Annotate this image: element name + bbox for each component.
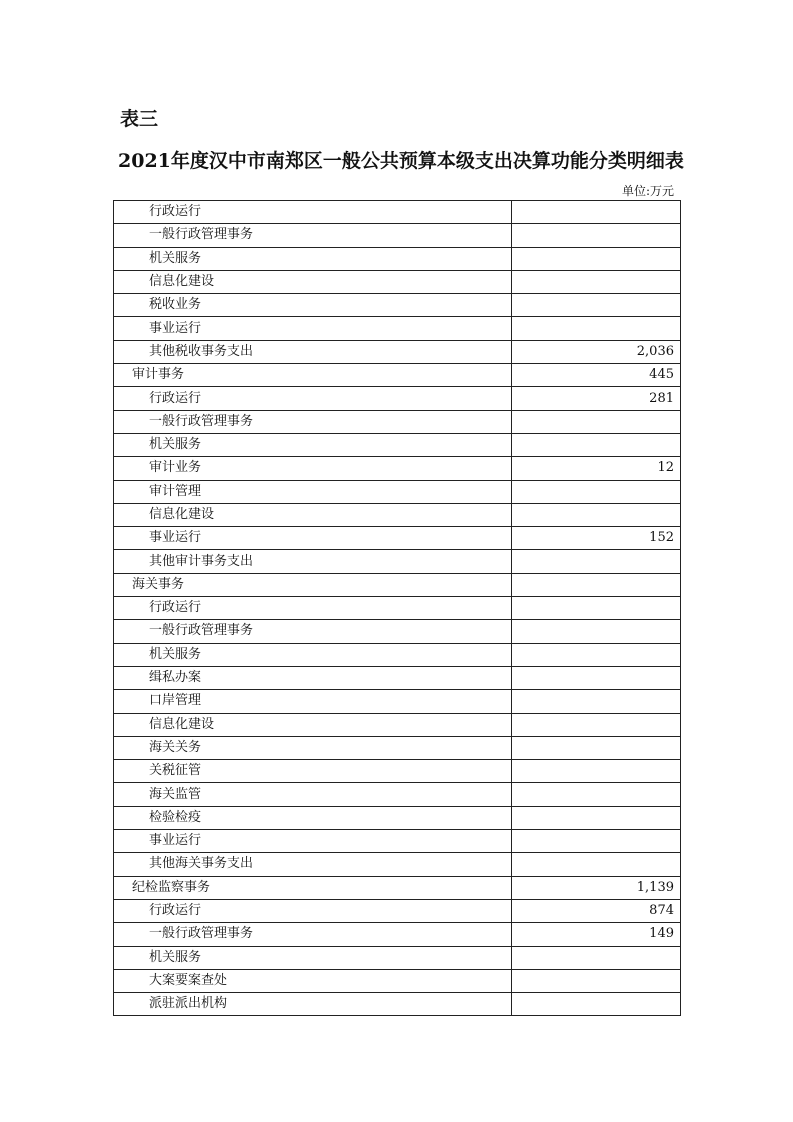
row-value [512,550,681,573]
row-value: 152 [512,527,681,550]
row-value [512,643,681,666]
table-row [114,853,681,876]
table-label: 表三 [120,108,159,130]
row-name: 口岸管理 [114,690,512,713]
row-value: 1,139 [512,876,681,899]
table-row [114,713,681,736]
row-name: 派驻派出机构 [114,993,512,1016]
row-name: 事业运行 [114,317,512,340]
row-name: 其他审计事务支出 [114,550,512,573]
table-row [114,666,681,689]
unit-label: 单位:万元 [621,184,674,198]
table-row [114,550,681,573]
row-value: 12 [512,457,681,480]
row-name: 信息化建设 [114,713,512,736]
row-value: 445 [512,364,681,387]
row-name: 税收业务 [114,294,512,317]
table-row [114,387,681,410]
table-row [114,410,681,433]
row-value [512,830,681,853]
row-name: 机关服务 [114,643,512,666]
row-value [512,783,681,806]
row-value [512,201,681,224]
row-value [512,853,681,876]
row-name: 关税征管 [114,760,512,783]
table-row [114,690,681,713]
row-name: 审计管理 [114,480,512,503]
row-name: 行政运行 [114,387,512,410]
page-title: 2021年度汉中市南郑区一般公共预算本级支出决算功能分类明细表 [118,150,684,172]
table-row [114,317,681,340]
row-name: 行政运行 [114,201,512,224]
row-value [512,270,681,293]
table-row [114,876,681,899]
row-value [512,666,681,689]
expenditure-table [113,200,681,1016]
row-value [512,713,681,736]
row-name: 事业运行 [114,527,512,550]
row-name: 审计事务 [114,364,512,387]
row-value [512,969,681,992]
row-name: 信息化建设 [114,503,512,526]
row-name: 机关服务 [114,433,512,456]
row-name: 海关监管 [114,783,512,806]
row-value: 149 [512,923,681,946]
row-name: 一般行政管理事务 [114,923,512,946]
row-value [512,317,681,340]
table-row [114,270,681,293]
row-name: 其他海关事务支出 [114,853,512,876]
table-row [114,503,681,526]
table-row [114,946,681,969]
row-value [512,760,681,783]
row-value [512,736,681,759]
table-row [114,457,681,480]
row-value: 874 [512,899,681,922]
row-name: 一般行政管理事务 [114,224,512,247]
row-value [512,597,681,620]
row-value [512,806,681,829]
row-name: 海关关务 [114,736,512,759]
table-row [114,760,681,783]
table-row [114,294,681,317]
row-value [512,247,681,270]
table-row [114,201,681,224]
row-name: 一般行政管理事务 [114,620,512,643]
table-row [114,433,681,456]
row-value: 2,036 [512,340,681,363]
row-value [512,690,681,713]
row-value [512,224,681,247]
table-row [114,573,681,596]
table-row [114,527,681,550]
table-row [114,480,681,503]
row-value [512,480,681,503]
table-row [114,620,681,643]
table-row [114,969,681,992]
table-row [114,340,681,363]
row-name: 机关服务 [114,946,512,969]
row-value [512,573,681,596]
table-row [114,783,681,806]
row-value [512,993,681,1016]
row-name: 检验检疫 [114,806,512,829]
row-value [512,503,681,526]
row-value [512,294,681,317]
row-name: 缉私办案 [114,666,512,689]
row-name: 其他税收事务支出 [114,340,512,363]
row-name: 审计业务 [114,457,512,480]
row-name: 信息化建设 [114,270,512,293]
row-name: 海关事务 [114,573,512,596]
row-value [512,620,681,643]
row-name: 行政运行 [114,597,512,620]
row-name: 机关服务 [114,247,512,270]
table-row [114,643,681,666]
row-name: 行政运行 [114,899,512,922]
table-body [114,201,681,1016]
table-row [114,224,681,247]
row-name: 事业运行 [114,830,512,853]
row-value [512,946,681,969]
row-value [512,433,681,456]
row-value [512,410,681,433]
table-row [114,597,681,620]
table-row [114,364,681,387]
table-row [114,899,681,922]
table-row [114,806,681,829]
table-row [114,923,681,946]
row-name: 一般行政管理事务 [114,410,512,433]
row-name: 纪检监察事务 [114,876,512,899]
table-row [114,247,681,270]
row-name: 大案要案查处 [114,969,512,992]
row-value: 281 [512,387,681,410]
table-row [114,736,681,759]
table-row [114,830,681,853]
table-row [114,993,681,1016]
